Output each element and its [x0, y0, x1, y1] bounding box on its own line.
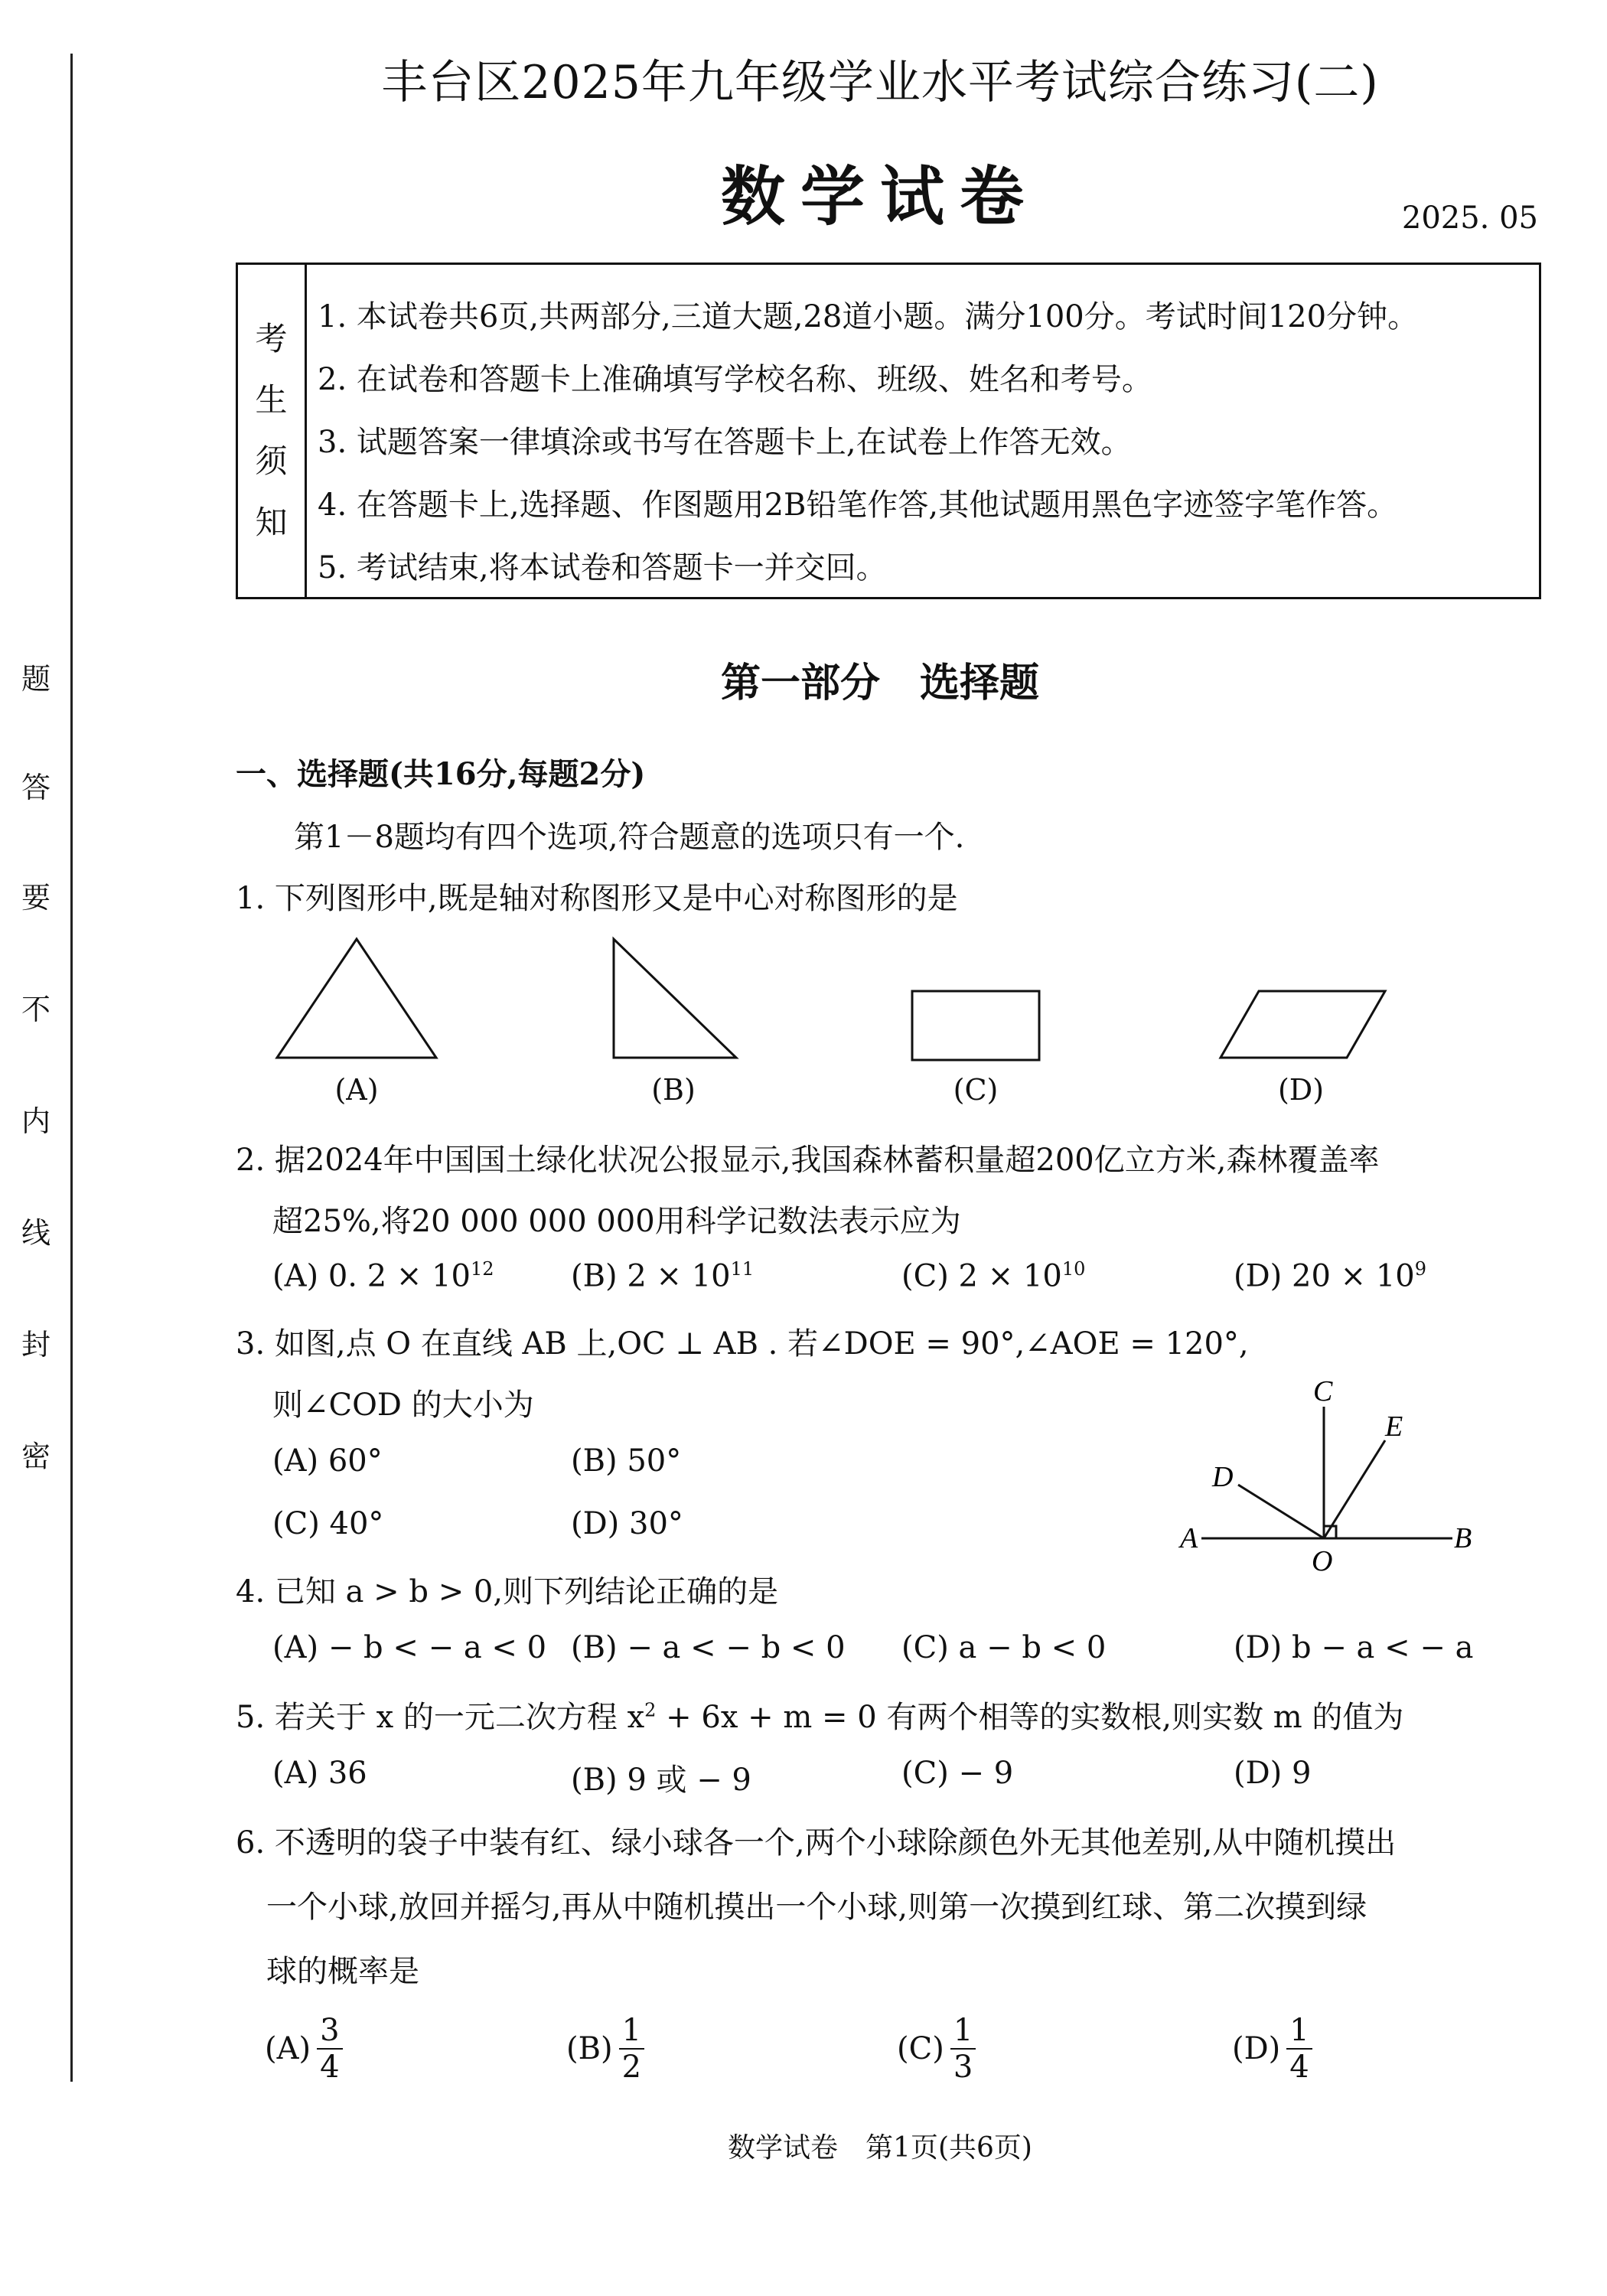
notice-label-char: 生: [255, 381, 288, 419]
notice-item: 5. 考试结束,将本试卷和答题卡一并交回。: [318, 550, 887, 585]
point-a-label: A: [1180, 1522, 1198, 1554]
margin-char: 内: [21, 1104, 51, 1138]
notice-label-char: 知: [255, 504, 288, 541]
point-e-label: E: [1385, 1411, 1403, 1443]
q6-stem-line2: 一个小球,放回并摇匀,再从中随机摸出一个小球,则第一次摸到红球、第二次摸到绿: [266, 1890, 1367, 1925]
q4-option-b: (B) − a < − b < 0: [571, 1630, 846, 1665]
q3-stem-line2: 则∠COD 的大小为: [272, 1388, 534, 1423]
q6-option-a: (A) $\frac{3}{4}$: [265, 2013, 343, 2085]
margin-char: 答: [21, 771, 51, 804]
notice-item: 4. 在答题卡上,选择题、作图题用2B铅笔作答,其他试题用黑色字迹签字笔作答。: [318, 488, 1398, 523]
q6-option-d: (D) $\frac{1}{4}$: [1232, 2013, 1312, 2085]
ray-od: [1238, 1485, 1324, 1538]
q5-option-d: (D) 9: [1234, 1756, 1312, 1791]
exam-date: 2025. 05: [1401, 201, 1538, 236]
parallelogram-shape: [1221, 991, 1385, 1058]
ray-oe: [1324, 1440, 1385, 1538]
q4-option-a: (A) − b < − a < 0: [272, 1630, 547, 1665]
exam-title: 丰台区2025年九年级学业水平考试综合练习(二): [381, 56, 1379, 109]
q2-stem-line2: 超25%,将20 000 000 000用科学记数法表示应为: [272, 1204, 961, 1239]
q6-option-b: (B) $\frac{1}{2}$: [566, 2013, 644, 2085]
notice-item: 1. 本试卷共6页,共两部分,三道大题,28道小题。满分100分。考试时间120分钟。: [318, 299, 1419, 334]
margin-char: 要: [21, 881, 51, 915]
q3-option-b: (B) 50°: [571, 1443, 682, 1479]
margin-char: 线: [21, 1216, 51, 1250]
q6-option-c: (C) $\frac{1}{3}$: [897, 2013, 976, 2085]
part-title: 第一部分 选择题: [720, 660, 1039, 706]
candidate-notice-box: [236, 263, 1541, 599]
q2-stem-line1: 2. 据2024年中国国土绿化状况公报显示,我国森林蓄积量超200亿立方米,森林覆盖率: [236, 1143, 1380, 1178]
q3-stem-line1: 3. 如图,点 O 在直线 AB 上,OC ⊥ AB . 若∠DOE = 90°,∠AOE = 120°,: [236, 1326, 1249, 1362]
q5-option-b: (B) 9 或 − 9: [571, 1763, 751, 1798]
point-b-label: B: [1454, 1522, 1472, 1554]
q4-option-c: (C) a − b < 0: [901, 1630, 1107, 1665]
margin-char: 题: [21, 662, 51, 696]
q6-stem-line3: 球的概率是: [266, 1954, 419, 1989]
q1-stem: 1. 下列图形中,既是轴对称图形又是中心对称图形的是: [236, 881, 958, 916]
q1-option-label: (B): [651, 1073, 696, 1107]
q3-angle-figure: [1163, 1370, 1515, 1592]
q3-option-d: (D) 30°: [571, 1506, 683, 1541]
right-triangle-shape: [614, 939, 736, 1058]
q4-stem: 4. 已知 a > b > 0,则下列结论正确的是: [236, 1574, 779, 1609]
q5-option-c: (C) − 9: [901, 1756, 1014, 1791]
notice-label-char: 考: [255, 320, 288, 357]
notice-label-char: 须: [255, 442, 288, 480]
margin-char: 不: [21, 993, 51, 1026]
notice-item: 3. 试题答案一律填涂或书写在答题卡上,在试卷上作答无效。: [318, 425, 1132, 460]
q3-option-a: (A) 60°: [272, 1443, 383, 1479]
q1-option-label: (D): [1277, 1073, 1325, 1107]
q3-option-c: (C) 40°: [272, 1506, 384, 1541]
q2-option-a: (A) 0. $2 \times 10^{12}$: [272, 1258, 494, 1294]
notice-label: [238, 265, 307, 597]
q4-option-d: (D) b − a < − a: [1234, 1630, 1474, 1665]
point-d-label: D: [1212, 1461, 1234, 1493]
q6-stem-line1: 6. 不透明的袋子中装有红、绿小球各一个,两个小球除颜色外无其他差别,从中随机摸出: [236, 1825, 1397, 1861]
q1-option-label: (A): [334, 1073, 379, 1107]
triangle-shape: [277, 939, 436, 1058]
q2-option-d: (D) $20 \times 10^9$: [1234, 1258, 1427, 1294]
subject-title: 数学试卷: [720, 158, 1039, 234]
q1-option-label: (C): [953, 1073, 999, 1107]
point-c-label: C: [1313, 1375, 1333, 1407]
rectangle-shape: [912, 991, 1039, 1060]
margin-char: 封: [21, 1328, 51, 1362]
q5-option-a: (A) 36: [272, 1756, 367, 1791]
section-title: 一、选择题(共16分,每题2分): [236, 756, 646, 792]
notice-item: 2. 在试卷和答题卡上准确填写学校名称、班级、姓名和考号。: [318, 362, 1152, 397]
q2-option-b: (B) $2 \times 10^{11}$: [571, 1258, 755, 1294]
q5-stem: 5. 若关于 x 的一元二次方程 $x^2 + 6x + m = 0$ 有两个相等的实数根,则实数 m 的值为: [236, 1699, 1404, 1735]
margin-char: 密: [21, 1440, 51, 1473]
q2-option-c: (C) $2 \times 10^{10}$: [901, 1258, 1086, 1294]
page-footer: 数学试卷 第1页(共6页): [728, 2132, 1032, 2164]
q1-shapes: [260, 930, 1408, 1068]
section-instruction: 第1－8题均有四个选项,符合题意的选项只有一个.: [294, 820, 965, 855]
binding-line: [70, 54, 73, 2082]
point-o-label: O: [1312, 1545, 1333, 1577]
